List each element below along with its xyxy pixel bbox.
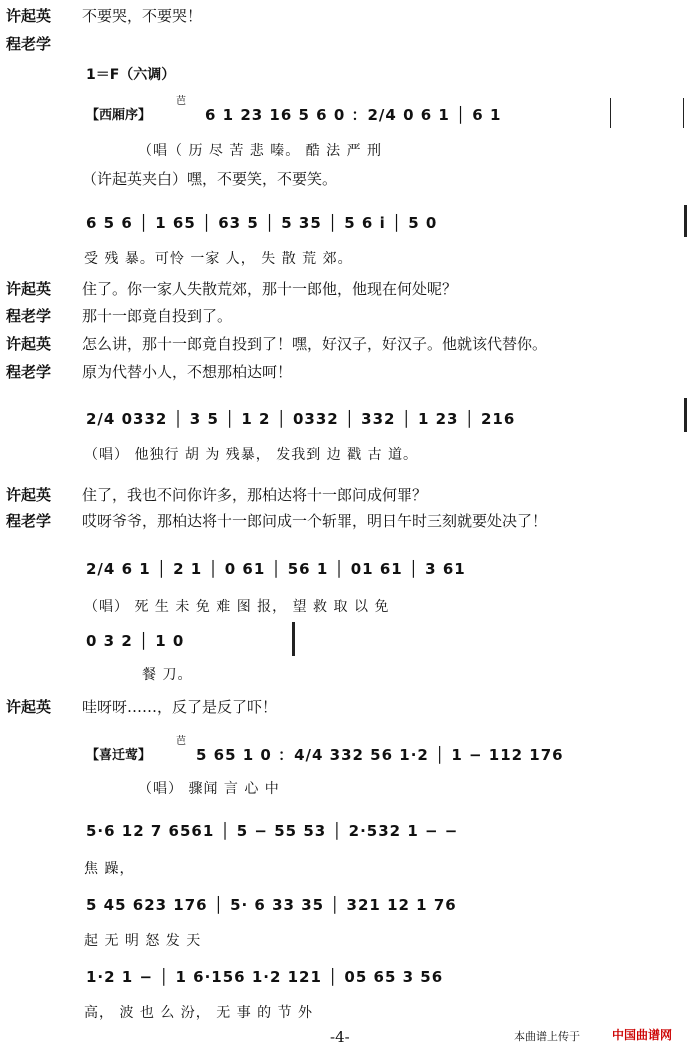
lyrics-line: （唱） 他独行 胡 为 残暴， 发我到 边 戳 古 道。 [84, 447, 419, 463]
page-number: -4- [330, 1028, 350, 1046]
tune-mark: 芭 [176, 96, 186, 107]
lyrics-line: 餐 刀。 [142, 667, 193, 683]
notation-line: 5 65 1 0 ：4/4 332 56 1·2 │ 1 − 112 176 [196, 746, 564, 764]
tune-label: 【喜迁莺】 [86, 748, 152, 763]
lyrics-line: 起 无 明 怒 发 天 [84, 933, 202, 949]
role-label: 许起英 [6, 7, 52, 25]
notation-line: 6 1 23 16 5 6 0 ：2/4 0 6 1 │ 6 1 [205, 106, 502, 124]
dialogue-text: 哎呀爷爷，那柏达将十一郎问成一个斩罪，明日午时三刻就要处决了！ [82, 512, 548, 530]
upload-note: 本曲谱上传于 [514, 1030, 580, 1043]
lyrics-line: （唱） 骤闻 言 心 中 [138, 781, 280, 797]
dialogue-text: 住了。你一家人失散荒郊，那十一郎他，他现在何处呢？ [82, 280, 458, 298]
bar-line [610, 98, 611, 128]
notation-line: 2/4 0332 │ 3 5 │ 1 2 │ 0332 │ 332 │ 1 23 │ 216 [86, 410, 516, 428]
role-label: 许起英 [6, 335, 52, 353]
dialogue-text: 哇呀呀……，反了是反了吓！ [82, 698, 278, 716]
end-bar [684, 398, 687, 432]
dialogue-text: 原为代替小人，不想那柏达呵！ [82, 363, 293, 381]
bar-line [683, 98, 684, 128]
notation-line: 0 3 2 │ 1 0 [86, 632, 185, 650]
dialogue-text: 住了，我也不问你许多，那柏达将十一郎问成何罪？ [82, 486, 428, 504]
notation-line: 5·6 12 7 6561 │ 5 − 55 53 │ 2·532 1 − − [86, 822, 459, 840]
dialogue-text: 那十一郎竟自投到了。 [82, 307, 233, 325]
role-label: 程老学 [6, 512, 52, 530]
role-label: 许起英 [6, 486, 52, 504]
key-signature: 1＝F（六调） [86, 67, 176, 83]
site-watermark: 中国曲谱网 [612, 1028, 673, 1042]
lyrics-line: （唱（ 历 尽 苦 悲 嗪。 酷 法 严 刑 [138, 143, 383, 159]
lyrics-line: 高， 波 也 么 汾， 无 事 的 节 外 [84, 1005, 314, 1021]
tune-mark: 芭 [176, 736, 186, 747]
notation-line: 6 5 6 │ 1 65 │ 63 5 │ 5 35 │ 5 6 i │ 5 0 [86, 214, 438, 232]
tune-label: 【西厢序】 [86, 108, 152, 123]
notation-line: 2/4 6 1 │ 2 1 │ 0 61 │ 56 1 │ 01 61 │ 3 61 [86, 560, 466, 578]
role-label: 许起英 [6, 280, 52, 298]
dialogue-text: 不要哭，不要哭！ [82, 7, 203, 25]
role-label: 程老学 [6, 307, 52, 325]
dialogue-text: 怎么讲，那十一郎竟自投到了！嘿，好汉子，好汉子。他就该代替你。 [82, 335, 548, 353]
role-label: 程老学 [6, 363, 52, 381]
end-bar [292, 622, 295, 656]
notation-line: 1·2 1 − │ 1 6·156 1·2 121 │ 05 65 3 56 [86, 968, 444, 986]
lyrics-line: 受 残 暴。可怜 一家 人， 失 散 荒 郊。 [84, 251, 353, 267]
lyrics-line: 焦 躁， [84, 861, 135, 877]
role-label: 程老学 [6, 35, 52, 53]
notation-line: 5 45 623 176 │ 5· 6 33 35 │ 321 12 1 76 [86, 896, 457, 914]
role-label: 许起英 [6, 698, 52, 716]
end-bar [684, 205, 687, 237]
aside-text: （许起英夹白）嘿，不要笑，不要笑。 [82, 170, 338, 188]
lyrics-line: （唱） 死 生 未 免 难 图 报， 望 救 取 以 免 [84, 599, 390, 615]
